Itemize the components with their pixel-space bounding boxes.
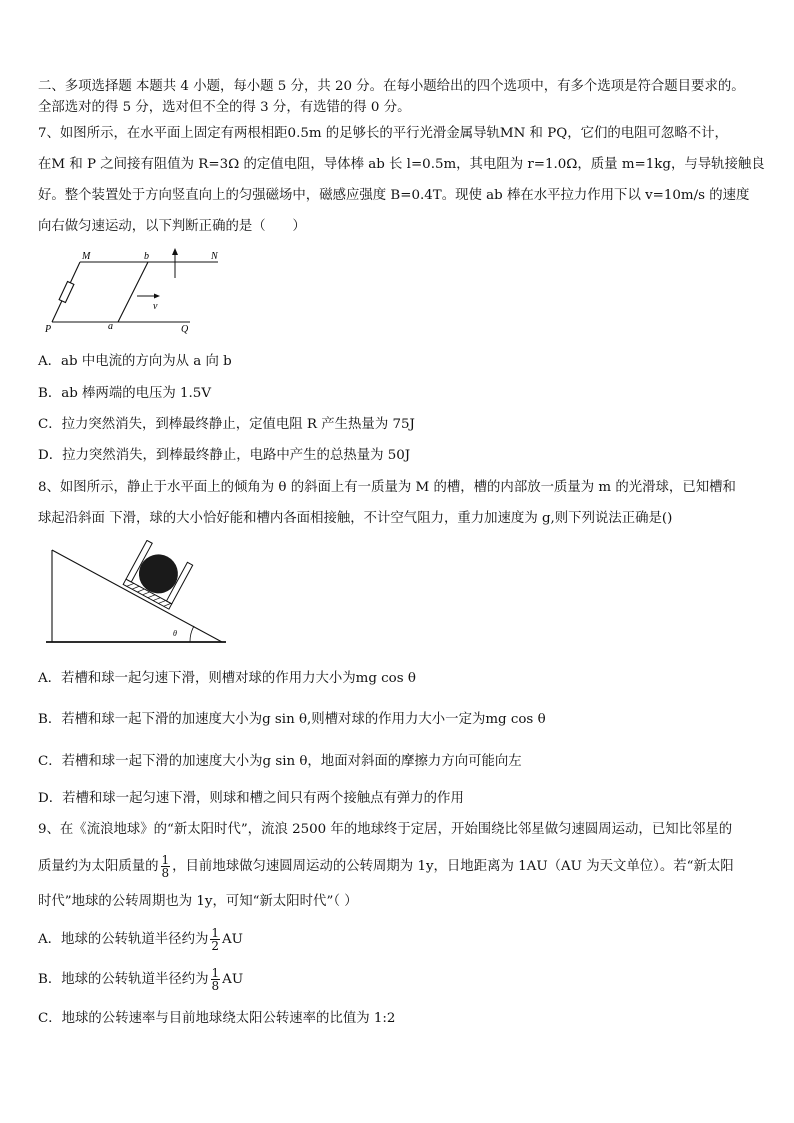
q8-option-d: D．若槽和球一起匀速下滑，则球和槽之间只有两个接触点有弹力的作用 (38, 791, 464, 806)
q8-stem-line-2: 球起沿斜面 下滑，球的大小恰好能和槽内各面相接触，不计空气阻力，重力加速度为 g,则下列说法正确是() (38, 511, 673, 526)
q8-stem-line-1: 8、如图所示，静止于水平面上的倾角为 θ 的斜面上有一质量为 M 的槽，槽的内部放一质量为 m 的光滑球，已知槽和 (38, 480, 736, 495)
label-P: P (45, 324, 52, 335)
q9-stem-line-1: 9、在《流浪地球》的“新太阳时代”，流浪 2500 年的地球终于定居，开始围绕比邻星做匀速圆周运动，已知比邻星的 (38, 822, 733, 837)
label-M: M (82, 251, 91, 262)
q7-stem-line-2: 在M 和 P 之间接有阻值为 R=3Ω 的定值电阻，导体棒 ab 长 l=0.5m，其电阻为 r=1.0Ω，质量 m=1kg，与导轨接触良 (38, 157, 765, 172)
fraction-one-eighth-b: $\frac{1}{8}$ (211, 966, 220, 993)
q9-option-c: C．地球的公转速率与目前地球绕太阳公转速率的比值为 1:2 (38, 1011, 396, 1026)
q8-incline-diagram (40, 540, 240, 648)
q7-option-a: A．ab 中电流的方向为从 a 向 b (38, 354, 232, 369)
q7-option-c: C．拉力突然消失，到棒最终静止，定值电阻 R 产生热量为 75J (38, 417, 415, 432)
fraction-one-half: $\frac{1}{2}$ (211, 926, 219, 953)
q7-stem-line-3: 好。整个装置处于方向竖直向上的匀强磁场中，磁感应强度 B=0.4T。现使 ab 棒在水平拉力作用下以 v=10m/s 的速度 (38, 188, 750, 203)
label-v: v (153, 301, 158, 312)
q8-option-b: B．若槽和球一起下滑的加速度大小为g sin θ,则槽对球的作用力大小一定为mg cos θ (38, 712, 546, 727)
q7-stem-line-1: 7、如图所示，在水平面上固定有两根相距0.5m 的足够长的平行光滑金属导轨MN 和 PQ，它们的电阻可忽略不计， (38, 126, 728, 141)
q8-option-a: A．若槽和球一起匀速下滑，则槽对球的作用力大小为mg cos θ (38, 671, 416, 686)
section-header-line-1: 二、多项选择题 本题共 4 小题，每小题 5 分，共 20 分。在每小题给出的四个选项中，有多个选项是符合题目要求的。 (38, 79, 745, 94)
q9-option-a: A．地球的公转轨道半径约为 $\frac{1}{2}$ AU (38, 926, 243, 953)
q7-stem-line-4: 向右做匀速运动，以下判断正确的是（ ） (38, 219, 306, 234)
label-Q: Q (181, 324, 189, 335)
label-a: a (108, 321, 113, 332)
q9-stem-line-2 (38, 849, 760, 885)
q7-rail-circuit-diagram (40, 248, 220, 340)
q9-stem-line-3: 时代”地球的公转周期也为 1y，可知“新太阳时代”（ ） (38, 894, 358, 909)
q9-line2-pre: 质量约为太阳质量的 (38, 859, 159, 874)
q7-option-b: B．ab 棒两端的电压为 1.5V (38, 386, 211, 401)
fraction-one-eighth: $\frac{1}{8}$ (161, 853, 170, 880)
q9-line2-post: ，目前地球做匀速圆周运动的公转周期为 1y，日地距离为 1AU（AU 为天文单位）。若“新太阳 (172, 859, 734, 874)
label-N: N (211, 251, 218, 262)
section-header-line-2: 全部选对的得 5 分，选对但不全的得 3 分，有选错的得 0 分。 (38, 100, 411, 115)
label-theta: θ (173, 629, 177, 638)
q8-option-c: C．若槽和球一起下滑的加速度大小为g sin θ，地面对斜面的摩擦力方向可能向左 (38, 754, 522, 769)
q7-option-d: D．拉力突然消失，到棒最终静止，电路中产生的总热量为 50J (38, 448, 411, 463)
q9-option-b: B．地球的公转轨道半径约为 $\frac{1}{8}$ AU (38, 966, 244, 993)
label-b: b (144, 251, 149, 262)
